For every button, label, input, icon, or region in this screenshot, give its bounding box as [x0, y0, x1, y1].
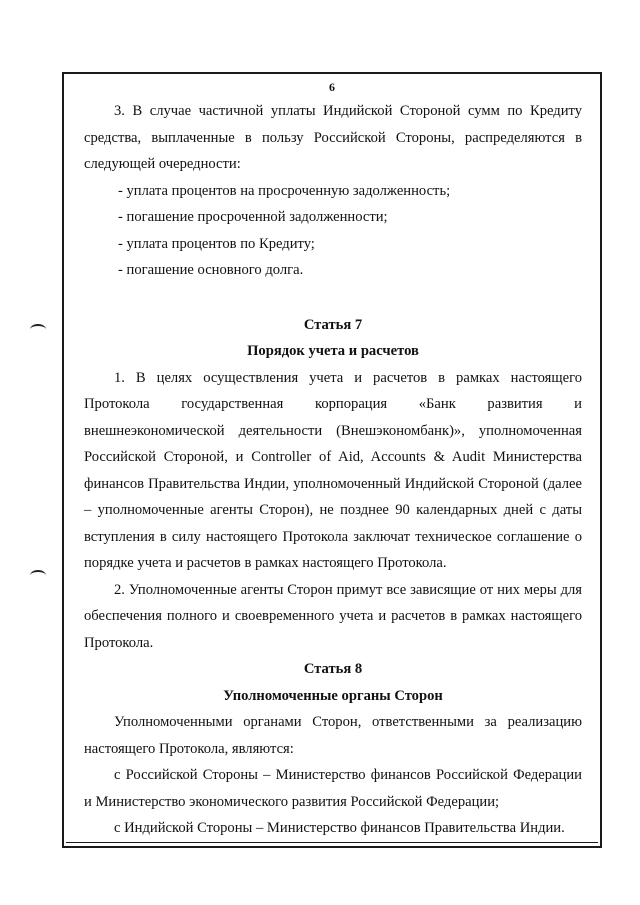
hole-punch-mark-top	[30, 324, 46, 335]
article-8-number: Статья 8	[303, 661, 363, 677]
list-item: - погашение основного долга.	[118, 262, 304, 278]
list-item: - уплата процентов по Кредиту;	[118, 235, 315, 252]
page-frame	[62, 72, 602, 848]
page-number: 6	[329, 80, 335, 94]
paragraph-3: 3. В случае частичной уплаты Индийской Стороной сумм по Кредиту средства, выплаченные в пользу Российской Стороны, распределяются в следующей очередности:	[84, 103, 582, 172]
article-8-title: Уполномоченные органы Сторон	[223, 687, 443, 704]
hole-punch-mark-bottom	[30, 570, 46, 581]
article-7-number: Статья 7	[303, 316, 363, 333]
article-8-paragraph-1: Уполномоченными органами Сторон, ответственными за реализацию настоящего Протокола, являются:	[84, 714, 582, 757]
article-7-paragraph-2: 2. Уполномоченные агенты Сторон примут все зависящие от них меры для обеспечения полного и своевременного учета и расчетов в рамках настоящего Протокола.	[84, 581, 582, 651]
article-7-paragraph-1: 1. В целях осуществления учета и расчетов в рамках настоящего Протокола государственная корпорация «Банк развития и внешнеэкономической деятельности (Внешэкономбанк)», уполномоченная Российской Стороной, и Controller of Aid, Accounts & Audit Министерства финансов Правительства Индии, уполномоченный Индийской Стороной (далее – уполномоченные агенты Сторон), не позднее 90 календарных дней с даты вступления в силу настоящего Протокола заключат техническое соглашение о порядке учета и расчетов в рамках настоящего Протокола.	[84, 369, 582, 571]
article-8-paragraph-3: с Индийской Стороны – Министерство финансов Правительства Индии.	[114, 820, 565, 836]
list-item: - уплата процентов на просроченную задолженность;	[118, 182, 451, 199]
article-8-paragraph-2: с Российской Стороны – Министерство финансов Российской Федерации и Министерство экономического развития Российской Федерации;	[84, 767, 582, 810]
article-7-title: Порядок учета и расчетов	[247, 343, 419, 359]
list-item: - погашение просроченной задолженности;	[118, 209, 388, 225]
document-body	[84, 98, 582, 842]
